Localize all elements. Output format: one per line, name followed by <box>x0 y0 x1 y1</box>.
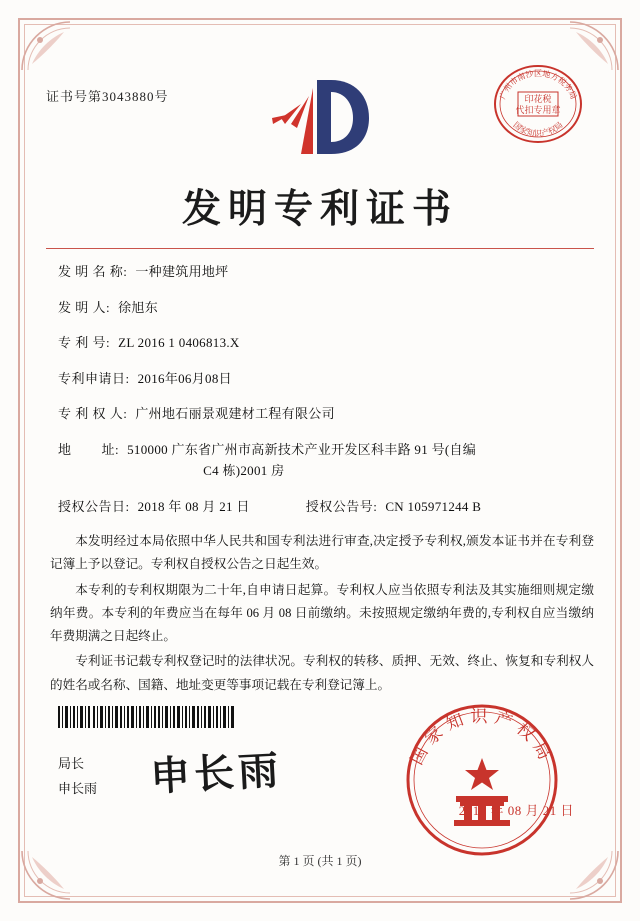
grant-date-group <box>58 497 250 517</box>
field-value: 2016年06月08日 <box>137 370 232 386</box>
svg-text:国家知识产权局: 国家知识产权局 <box>406 707 558 769</box>
field-label: 发 明 人: <box>58 299 111 315</box>
paragraph-2: 本专利的专利权期限为二十年,自申请日起算。专利权人应当依照专利法及其实施细则规定缴纳年费。本专利的年费应当在每年 06 月 08 日前缴纳。未按照规定缴纳年费的,专利权自应当缴纳年费期满之日起终止。 <box>50 582 594 644</box>
field-label: 地 址: <box>58 441 120 457</box>
title-divider <box>46 248 594 249</box>
page-title: 发明专利证书 <box>181 186 458 232</box>
svg-text:印花税: 印花税 <box>524 95 552 105</box>
director-block <box>58 752 97 801</box>
field-invention-name <box>58 262 592 282</box>
stamp-duty-seal-icon <box>492 58 584 150</box>
director-name: 申长雨 <box>58 780 98 796</box>
page-number: 第 1 页 (共 1 页) <box>278 854 362 868</box>
field-value: 徐旭东 <box>118 299 159 315</box>
seal-date: 2018 年 08 月 21 日 <box>458 803 574 818</box>
svg-text:广州市南沙区地方税务局: 广州市南沙区地方税务局 <box>497 69 579 101</box>
field-value: 一种建筑用地坪 <box>135 264 229 279</box>
field-address <box>58 440 592 481</box>
grant-date-value: 2018 年 08 月 21 日 <box>137 498 250 514</box>
field-application-date <box>58 369 592 389</box>
field-label: 专 利 权 人: <box>58 406 128 421</box>
cnipa-official-seal-icon <box>402 700 562 860</box>
grant-number-label: 授权公告号: <box>305 498 378 514</box>
director-label: 局长 <box>58 756 85 771</box>
field-grant-announcement <box>58 497 592 517</box>
address-line-2: C4 栋)2001 房 <box>203 463 285 478</box>
certificate-fields <box>58 262 592 532</box>
certificate-number: 证书号第3043880号 <box>46 89 169 104</box>
field-label: 专利申请日: <box>58 370 130 386</box>
svg-text:代扣专用章: 代扣专用章 <box>515 106 561 116</box>
grant-number-group <box>306 497 482 517</box>
grant-number-value: CN 105971244 B <box>385 498 482 514</box>
handwritten-signature: 申长雨 <box>149 746 284 801</box>
field-value: 广州地石丽景观建材工程有限公司 <box>135 406 335 421</box>
legal-text-block <box>50 530 594 699</box>
field-label: 专 利 号: <box>58 335 111 350</box>
field-patentee <box>58 404 592 424</box>
field-label: 发 明 名 称: <box>58 264 128 279</box>
field-inventor <box>58 298 592 318</box>
paragraph-3: 专利证书记载专利权登记时的法律状况。专利权的转移、质押、无效、终止、恢复和专利权人的姓名或名称、国籍、地址变更等事项记载在专利登记簿上。 <box>50 654 594 692</box>
address-line-1: 510000 广东省广州市高新技术产业开发区科丰路 91 号(自编 <box>127 441 477 457</box>
svg-text:国家知识产权局: 国家知识产权局 <box>511 120 565 138</box>
field-value: ZL 2016 1 0406813.X <box>118 335 240 350</box>
barcode-icon <box>58 706 234 728</box>
paragraph-1: 本发明经过本局依照中华人民共和国专利法进行审查,决定授予专利权,颁发本证书并在专利登记簿上予以登记。专利权自授权公告之日起生效。 <box>50 534 594 572</box>
field-patent-number <box>58 333 592 353</box>
grant-date-label: 授权公告日: <box>58 498 130 514</box>
